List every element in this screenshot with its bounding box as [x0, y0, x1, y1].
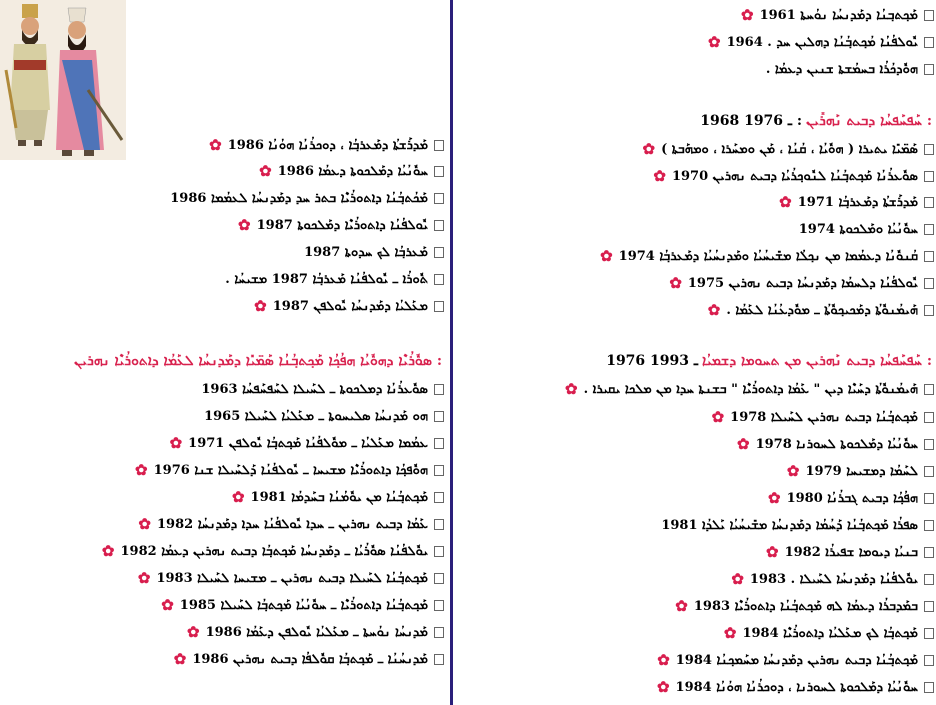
list-item: ܡܰܟܳܬܒ݂ܳܢܳܐ ܕܐܬܘܪܳܝܶܐ ܒܬܪ ܚܕ ܕܡܰܕܢܚܳܐ ܠܥܡܳܡܐ 1986 [170, 185, 446, 211]
list-item: ܝܽܘܠܦܳܢܳܐ ܕܠܚܡܳܐ ܕܡܰܕܢܚܳܐ ܕܒܝܬ ܢܗܪܝܢ 1975 ✿ [669, 270, 936, 296]
checkbox-icon [924, 628, 934, 639]
checkbox-icon [434, 627, 444, 638]
checkbox-icon [434, 465, 444, 476]
section-heading: 1968 ـ 1976 : ܚܰܦܚܰܦܚܳܐ ܕܒܝܬ ܢܰܗܪܺܝܢ : [700, 113, 932, 129]
checkbox-icon [924, 37, 934, 48]
flower-icon: ✿ [779, 193, 792, 211]
list-item: ܒܢܝܳܐ ܕܝܘܡܐ ܫܦܝܪܳܐ 1982 ✿ [766, 539, 936, 565]
section-heading: ܣܘܽܪܳܝܶܐ ܕܗܘܽܝܳܐ ܗܦܳܟ݂ܳܐ ܡܰܟ݂ܬܒ݂ܳܢܳܐ ܣܰܡ̈ܝܺܐ ܕܡܰܕܢܚܳܐ ܠܥܰܡܳܐ ܕܐܬܘܪܳܝܶܐ ܢܗܪܝܢ : [74, 353, 442, 369]
flower-icon: ✿ [138, 515, 151, 533]
checkbox-icon [434, 600, 444, 611]
checkbox-icon [434, 438, 444, 449]
flower-icon: ✿ [711, 408, 725, 426]
list-item: ܡܰܟ݂ܬܒ݂ܳܢܳܐ ܡܢ ܝܘܽܡܳܢܳܐ ܒܚܰܕܡܳܐ 1981 ✿ [232, 484, 446, 510]
checkbox-icon [434, 654, 444, 665]
checkbox-icon [924, 64, 934, 75]
flower-icon: ✿ [259, 162, 272, 180]
flower-icon: ✿ [653, 167, 666, 185]
list-item: ܒܡܰܕܒܪܳܐ ܕܥܡܳܐ ܠܗ ܡܰܟ݂ܬܒ݂ܳܢܳܐ ܕܐܬܘܪܳܝܶܐ 1983 ✿ [675, 593, 936, 619]
checkbox-icon [434, 301, 444, 312]
checkbox-icon [924, 493, 934, 504]
list-item: ܝܘܽܠܦܳܢܳܐ ܕܡܰܕܢܚܳܐ ܠܚܰܝܠܐ . 1983 ✿ [731, 566, 936, 592]
list-item: ܗܘܽܕܟܳܪܳܐ ܒܚܡܳܫܬܐ ܫܢܝܢ ܕܥܡܳܐ . [766, 56, 936, 82]
list-item: ܝܘܽܠܦܳܢܳܐ ܣܘܽܪܳܝܳܐ ـ ܕܡܰܕܢܚܳܐ ܡܰܟ݂ܬܒ݂ܳܐ ܕܒܝܬ ܢܗܪܝܢ ܕܥܡܳܐ 1982 ✿ [102, 538, 446, 564]
checkbox-icon [924, 171, 934, 182]
flower-icon: ✿ [600, 247, 613, 265]
checkbox-icon [434, 492, 444, 503]
flower-icon: ✿ [723, 624, 737, 642]
checkbox-icon [434, 546, 444, 557]
checkbox-icon [924, 466, 934, 477]
checkbox-icon [924, 251, 934, 262]
flower-icon: ✿ [101, 542, 115, 560]
list-item: ܡܰܕܪܰܫܬܳܐ ܕܡܰܥܪܒ݂ܳܐ 1971 ✿ [779, 189, 936, 215]
list-item: ܣܘܽܥܪܳܢܳܐ ܕܡܠܟܘܬܐ ـ ܠܚܰܝܠܐ ܠܚܰܦܚܰܦܚܳܐ 1963 [201, 376, 446, 402]
checkbox-icon [434, 274, 444, 285]
flower-icon: ✿ [675, 597, 688, 615]
checkbox-icon [434, 140, 444, 151]
flower-icon: ✿ [731, 570, 744, 588]
list-item: ܣܰܡ̈ܝܺܐ ܝܬܝܪܐ ( ܗܘܽܝܳܐ ، ܩܳܢܳܐ ، ܡܰܢ ܘܡܚܰܪܐ ، ܘܡܗܰܒܬܐ ) ✿ [643, 136, 936, 162]
list-item: ܡܰܥܪܒ݂ܳܐ ܠܟ ܚܕܘܬܐ 1987 [304, 239, 446, 265]
list-item: ܩܳܢܘܽܢܳܐ ܕܥܡܳܡܐ ܡܢ ܢܟ݂ܠܳܐ ܡܫܺܝܚܳܝܳܐ ܘܡܰܕܢܚܳܝܳܐ ܕܡܰܥܪܒ݂ܳܐ 1974 ✿ [600, 243, 936, 269]
checkbox-icon [924, 655, 934, 666]
flower-icon: ✿ [169, 434, 183, 452]
checkbox-icon [924, 601, 934, 612]
flower-icon: ✿ [766, 543, 779, 561]
list-item: ܚܘܽܢܳܝܳܐ ܕܡܰܠܟܘܬܐ ܠܚܘܪܢܐ ، ܕܘܟܪܳܢܳܐ ܗܘܳܢܳܐ 1984 ✿ [657, 674, 936, 700]
list-item: ܚܘܽܢܳܝܳܐ ܕܡܰܠܟܘܬܐ ܕܥܡܳܐ 1986 ✿ [259, 158, 446, 184]
assyrian-figures-icon [0, 0, 126, 160]
flower-icon: ✿ [173, 650, 187, 668]
checkbox-icon [434, 247, 444, 258]
list-item: ܝܽܘܠܦܳܢܳܐ ܕܐܬܘܪܳܝܶܐ ܕܡܰܠܟܘܬܐ 1987 ✿ [238, 212, 446, 238]
list-item: ܠܚܰܡܳܐ ܕܡܫܝܚܐ 1979 ✿ [787, 458, 936, 484]
flower-icon: ✿ [707, 33, 721, 51]
section-heading: 1976 ـ 1993 ܚܰܦܚܰܦܚܳܐ ܕܒܝܬ ܢܰܗܪܝܢ ܡܢ ܬܚܘܡܐ ܕܫܡܝܳܐ : [606, 353, 932, 369]
list-item: ܥܰܡܳܐ ܕܒܝܬ ܢܗܪܝܢ ـ ܚܕܐ ܝܽܘܠܦܳܢܳܐ ܚܕܐ ܕܡܰܕܢܚܳܐ 1982 ✿ [138, 511, 446, 537]
checkbox-icon [924, 10, 934, 21]
list-item: ܡܰܟ݂ܬܒ݂ܳܐ ܠܟ ܡܥܰܠܝܳܐ ܕܐܬܘܪܳܝܶܐ 1984 ✿ [724, 620, 936, 646]
checkbox-icon [924, 305, 934, 316]
checkbox-icon [924, 439, 934, 450]
flower-icon: ✿ [238, 216, 251, 234]
checkbox-icon [434, 193, 444, 204]
list-item: ܣܦܪܳܐ ܡܰܟ݂ܬܒ݂ܳܢܳܐ ܕܰܚܳܡܳܐ ܕܡܰܕܢܚܳܐ ܡܫܺܝܚܳܝܳܐ ܝܰܠܕܳܐ 1981 [661, 512, 936, 538]
list-item: ܣܘܽܥܪܳܢܳܐ ܡܰܟ݂ܬܒ݂ܳܢܳܐ ܠܢܽܘܟ݂ܪܳܝܳܐ ܕܒܝܬ ܢܗܪܝܢ 1970 ✿ [653, 163, 936, 189]
checkbox-icon [924, 278, 934, 289]
list-item: ܚܘܽܢܳܝܳܐ ܘܡܰܠܟܘܬܐ 1974 [799, 216, 936, 242]
flower-icon: ✿ [786, 462, 800, 480]
checkbox-icon [924, 144, 934, 155]
checkbox-icon [924, 574, 934, 585]
checkbox-icon [434, 411, 444, 422]
flower-icon: ✿ [642, 140, 656, 158]
flower-icon: ✿ [161, 596, 174, 614]
checkbox-icon [924, 412, 934, 423]
flower-icon: ✿ [565, 380, 578, 398]
list-item: ܝܽܘܠܦܳܢܳܐ ܡܳܟ݂ܬܒ݂ܳܢܳܐ ܕܗܠܝܢ ܚܕ . 1964 ✿ [708, 29, 936, 55]
list-item: ܡܰܕܢܚܳܢܳܐ ـ ܡܰܟ݂ܬܒ݂ܳܐ ܩܘܽܠܦܳܐ ܕܒܝܬ ܢܗܪܝܢ 1986 ✿ [174, 646, 446, 672]
flower-icon: ✿ [768, 489, 781, 507]
list-item: ܗܘ ܡܰܕܢܚܳܐ ܣܠܝܚܘܬܐ ـ ܡܥܰܠܝܳܐ ܠܚܰܝܠܐ 1965 [204, 403, 446, 429]
checkbox-icon [924, 547, 934, 558]
checkbox-icon [434, 166, 444, 177]
flower-icon: ✿ [254, 297, 267, 315]
list-item: ܥܡܳܡܐ ܡܥܰܠܝܳܐ ـ ܡܘܽܠܦܳܢܳܐ ܡܰܟ݂ܬܒ݂ܳܐ ܝܽܘܠܦܢ 1971 ✿ [170, 430, 446, 456]
flower-icon: ✿ [669, 274, 682, 292]
list-item: ܡܰܟ݂ܬܒ݂ܢܳܐ ܕܡܰܕܢܚܳܐ ܢܘܳܚܬܐ 1961 ✿ [741, 2, 936, 28]
flower-icon: ✿ [707, 301, 721, 319]
checkbox-icon [924, 224, 934, 235]
checkbox-icon [434, 519, 444, 530]
flower-icon: ✿ [741, 6, 754, 24]
checkbox-icon [434, 220, 444, 231]
list-item: ܗܘܽܦܟ݂ܳܐ ܕܐܬܘܪܳܝܶܐ ܡܫܝܚܐ ـ ܝܽܘܠܦܳܢܳܐ ܕܰܠܚܰܝܠܐ ܫܢܐ 1976 ✿ [135, 457, 446, 483]
column-divider [450, 0, 453, 705]
checkbox-icon [434, 573, 444, 584]
list-item: ܡܰܕܪܰܫܬܳܐ ܕܡܰܥܪܒ݂ܳܐ ، ܕܘܟܪܳܢܳܐ ܗܘܳܢܳܐ 1986 ✿ [209, 132, 446, 158]
list-item: ܡܰܕܢܚܳܐ ܢܘܳܚܬܐ ـ ܡܥܰܠܝܳܐ ܝܽܘܠܦܢ ܕܥܰܡܳܐ 1986 ✿ [187, 619, 446, 645]
flower-icon: ✿ [656, 678, 670, 696]
list-item: ܗܰܝܡܳܢܘܽܬܳܐ ܕܚܰܝܶܐ ܕܝܢ " ܥܰܡܳܐ ܕܐܬܘܪܳܝܶܐ " ܒܫܢܬܐ ܚܕܐ ܡܢ ܡܠܟܐ ܝܩܝܪܐ . ✿ [565, 376, 936, 402]
flower-icon: ✿ [209, 136, 222, 154]
flower-icon: ✿ [657, 651, 670, 669]
flower-icon: ✿ [187, 623, 200, 641]
checkbox-icon [924, 520, 934, 531]
list-item: ܗܦܳܟ݂ܳܐ ܕܒܝܬ ܓܒܪܳܢܳܐ 1980 ✿ [768, 485, 936, 511]
checkbox-icon [924, 682, 934, 693]
list-item: ܚܘܽܢܳܝܳܐ ܕܡܰܠܟܘܬܐ ܠܚܘܪܢܐ 1978 ✿ [737, 431, 936, 457]
list-item: ܡܰܟ݂ܬܒ݂ܳܢܳܐ ܕܒܝܬ ܢܗܪܝܢ ܕܡܰܕܢܚܳܐ ܡܚܰܡܟ݂ܢܳܐ 1984 ✿ [657, 647, 936, 673]
list-item: ܡܰܟ݂ܬܒ݂ܳܢܳܐ ܕܒܝܬ ܢܗܪܝܢ ܠܚܰܝܠܐ 1978 ✿ [712, 404, 936, 430]
flower-icon: ✿ [737, 435, 750, 453]
list-item: ܡܥܰܠܝܳܐ ܕܡܰܕܢܚܳܐ ܝܽܘܠܦܢ 1987 ✿ [254, 293, 446, 319]
checkbox-icon [924, 384, 934, 395]
list-item: ܗܰܝܡܳܢܘܽܬܳܐ ܕܡܰܟܝܟ݂ܘܽܬܳܐ ـ ܡܘܽܕܥܳܢܳܐ ܠܥܰܡܳܐ . ✿ [708, 297, 936, 323]
list-item: ܡܰܟ݂ܬܒ݂ܳܢܳܐ ܠܚܰܝܠܐ ܕܒܝܬ ܢܗܪܝܢ ـ ܡܫܝܚܐ ܠܚܰܝܠܐ 1983 ✿ [138, 565, 446, 591]
list-item: ܬܽܘܪܳܐ ـ ܝܽܘܠܦܳܢܳܐ ܡܰܥܪܒ݂ܳܐ 1987 ܡܫܝܚܳܐ . [225, 266, 446, 292]
checkbox-icon [924, 197, 934, 208]
assyrian-figures-illustration [0, 0, 126, 160]
list-item: ܡܰܟ݂ܬܒ݂ܳܢܳܐ ܕܐܬܘܪܳܝܶܐ ـ ܚܘܽܢܳܝܳܐ ܡܰܟ݂ܬܒ݂ܳܐ ܠܚܰܝܠܐ 1985 ✿ [161, 592, 446, 618]
flower-icon: ✿ [231, 488, 245, 506]
flower-icon: ✿ [135, 461, 148, 479]
flower-icon: ✿ [137, 569, 151, 587]
checkbox-icon [434, 384, 444, 395]
